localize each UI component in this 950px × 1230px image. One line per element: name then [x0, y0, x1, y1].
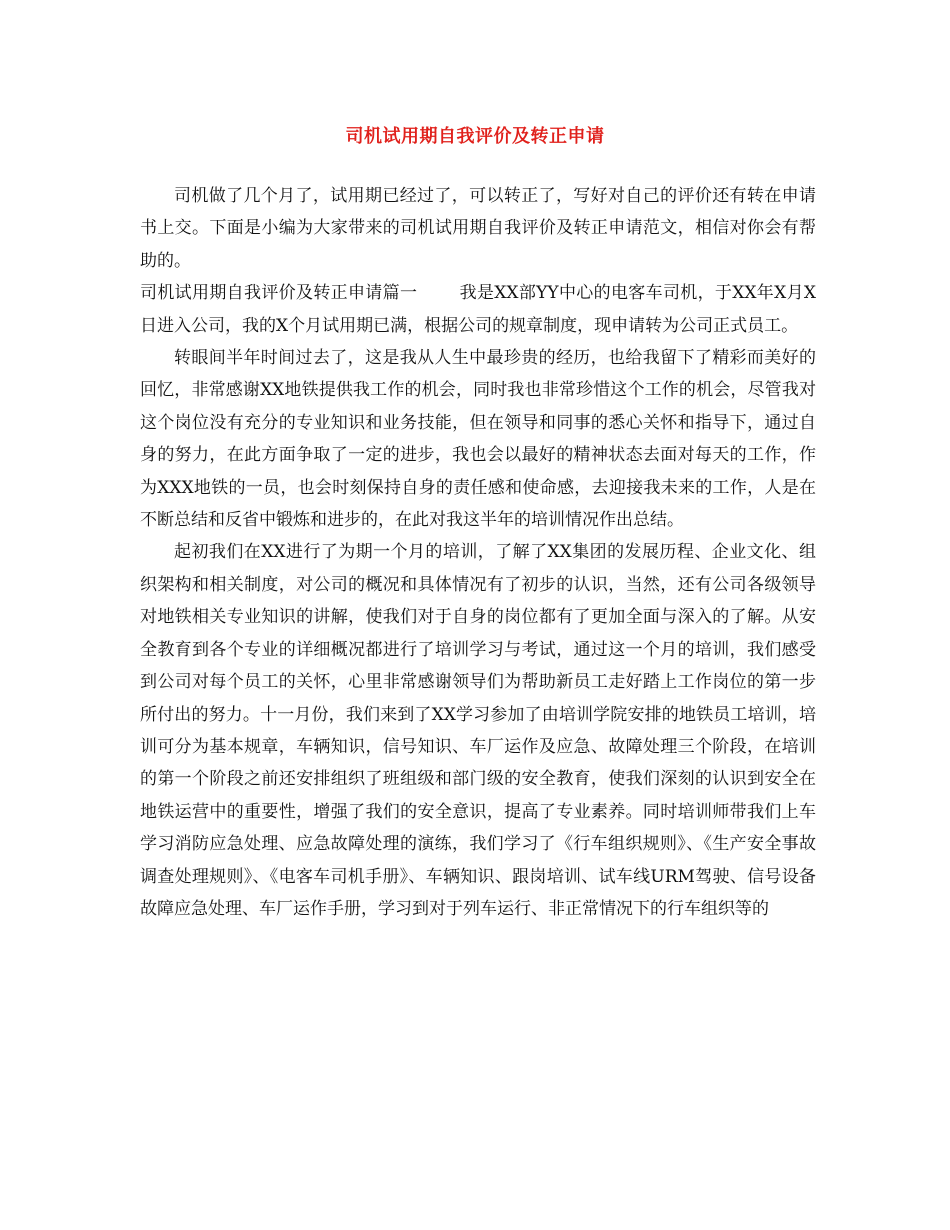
- body-paragraph-2: 转眼间半年时间过去了，这是我从人生中最珍贵的经历，也给我留下了精彩而美好的回忆，非常感谢XX地铁提供我工作的机会，同时我也非常珍惜这个工作的机会，尽管我对这个岗位没有充分的专业知识和业务技能，但在领导和同事的悉心关怀和指导下，通过自身的努力，在此方面争取了一定的进步，我也会以最好的精神状态去面对每天的工作，作为XXX地铁的一员，也会时刻保持自身的责任感和使命感，去迎接我未来的工作，人是在不断总结和反省中锻炼和进步的，在此对我这半年的培训情况作出总结。: [140, 348, 816, 531]
- section-paragraph: [140, 277, 816, 342]
- document-body: [140, 180, 816, 925]
- section-first-paragraph: 我是XX部YY中心的电客车司机，于XX年X月X日进入公司，我的X个月试用期已满，根据公司的规章制度，现申请转为公司正式员工。: [140, 283, 817, 336]
- body-paragraph-3: 起初我们在XX进行了为期一个月的培训，了解了XX集团的发展历程、企业文化、组织架构和相关制度，对公司的概况和具体情况有了初步的认识，当然，还有公司各级领导对地铁相关专业知识的讲解，使我们对于自身的岗位都有了更加全面与深入的了解。从安全教育到各个专业的详细概况都进行了培训学习与考试，通过这一个月的培训，我们感受到公司对每个员工的关怀，心里非常感谢领导们为帮助新员工走好踏上工作岗位的第一步所付出的努力。十一月份，我们来到了XX学习参加了由培训学院安排的地铁员工培训，培训可分为基本规章，车辆知识，信号知识、车厂运作及应急、故障处理三个阶段，在培训的第一个阶段之前还安排组织了班组级和部门级的安全教育，使我们深刻的认识到安全在地铁运营中的重要性，增强了我们的安全意识，提高了专业素养。同时培训师带我们上车学习消防应急处理、应急故障处理的演练，我们学习了《行车组织规则》、《生产安全事故调查处理规则》、《电客车司机手册》、车辆知识、跟岗培训、试车线URM驾驶、信号设备故障应急处理、车厂运作手册，学习到对于列车运行、非正常情况下的行车组织等的: [140, 542, 816, 919]
- section-heading: 司机试用期自我评价及转正申请篇一: [140, 283, 418, 304]
- document-title: 司机试用期自我评价及转正申请: [345, 126, 605, 147]
- intro-paragraph: 司机做了几个月了，试用期已经过了，可以转正了，写好对自己的评价还有转在申请书上交。下面是小编为大家带来的司机试用期自我评价及转正申请范文，相信对你会有帮助的。: [140, 186, 816, 271]
